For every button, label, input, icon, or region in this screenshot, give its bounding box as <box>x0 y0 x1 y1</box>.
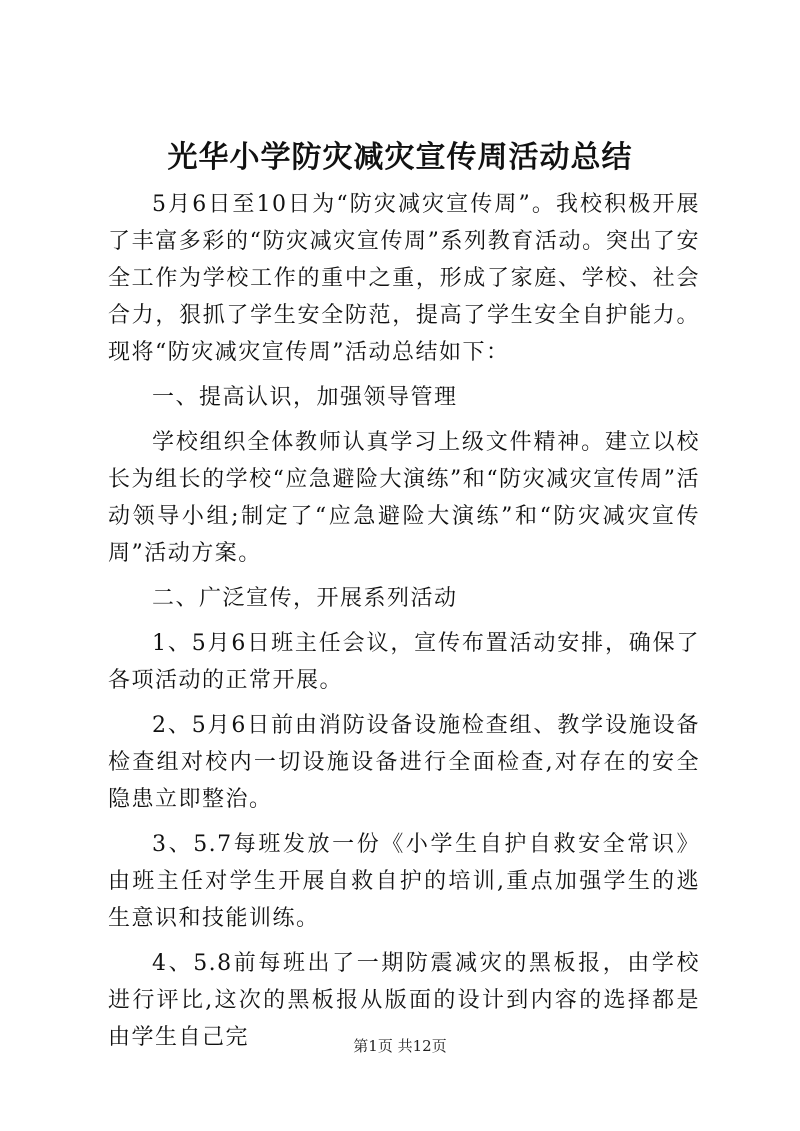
document-body <box>108 186 700 1064</box>
page-footer: 第1页 共12页 <box>353 1037 447 1055</box>
paragraph-item-3: 3、5.7每班发放一份《小学生自护自救安全常识》由班主任对学生开展自救自护的培训,重点加强学生的逃生意识和技能训练。 <box>108 832 700 931</box>
document-title: 光华小学防灾减灾宣传周活动总结 <box>167 140 633 175</box>
paragraph-leadership: 学校组织全体教师认真学习上级文件精神。建立以校长为组长的学校“应急避险大演练”和“防灾减灾宣传周”活动领导小组;制定了“应急避险大演练”和“防灾减灾宣传周”活动方案。 <box>108 430 700 566</box>
paragraph-item-1: 1、5月6日班主任会议，宣传布置活动安排，确保了各项活动的正常开展。 <box>108 631 700 693</box>
paragraph-item-2: 2、5月6日前由消防设备设施检查组、教学设施设备检查组对校内一切设施设备进行全面检查,对存在的安全隐患立即整治。 <box>108 713 700 812</box>
paragraph-intro: 5月6日至10日为“防灾减灾宣传周”。我校积极开展了丰富多彩的“防灾减灾宣传周”系列教育活动。突出了安全工作为学校工作的重中之重，形成了家庭、学校、社会合力，狠抓了学生安全防范，提高了学生安全自护能力。现将“防灾减灾宣传周”活动总结如下： <box>108 192 700 365</box>
paragraph-item-4: 4、5.8前每班出了一期防震减灾的黑板报，由学校进行评比,这次的黑板报从版面的设计到内容的选择都是由学生自己完 <box>108 951 700 1050</box>
section-heading-1: 一、提高认识，加强领导管理 <box>152 385 458 410</box>
section-heading-2: 二、广泛宣传，开展系列活动 <box>152 586 458 611</box>
